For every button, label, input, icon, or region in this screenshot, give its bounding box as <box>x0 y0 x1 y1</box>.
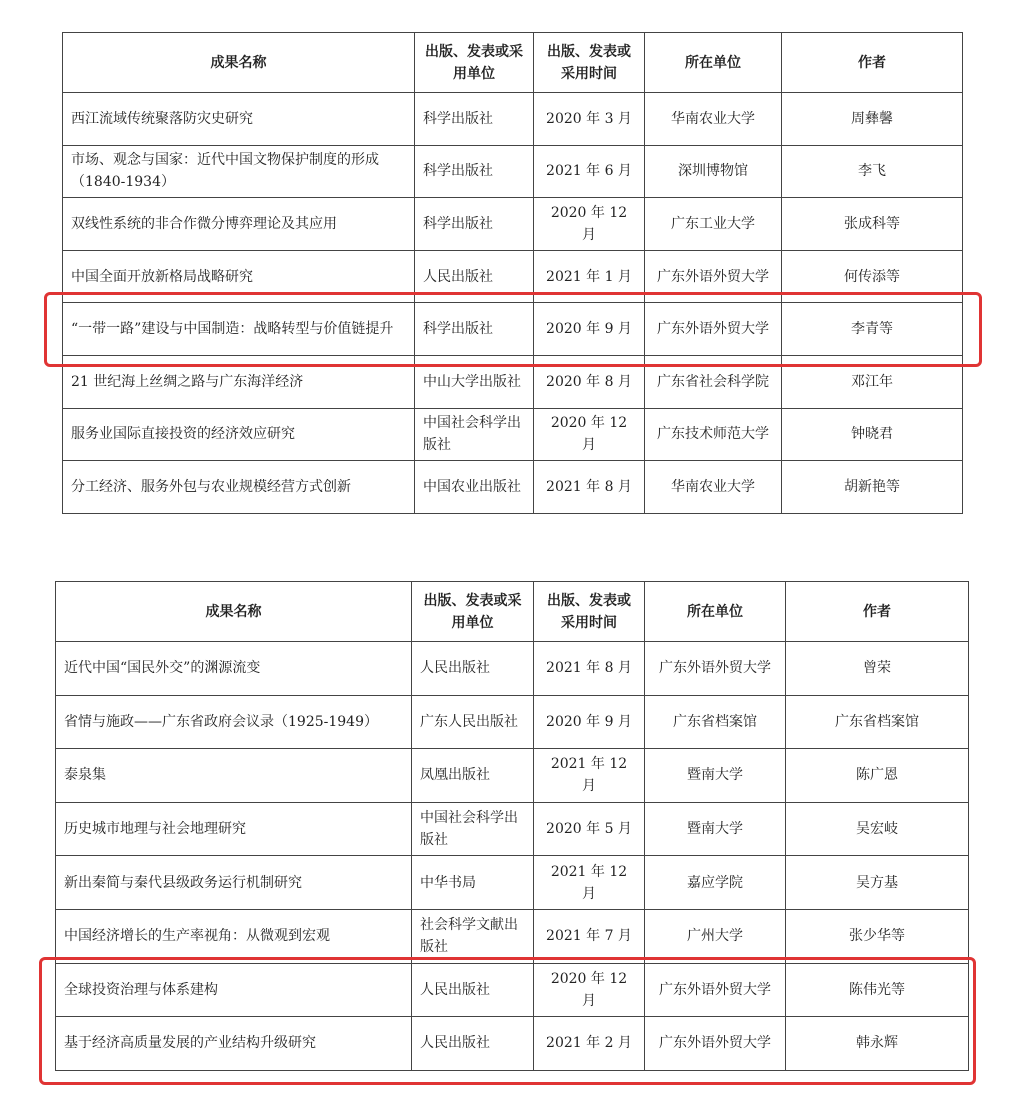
table-row <box>63 303 963 356</box>
cell-title: 全球投资治理与体系建构 <box>56 963 412 1017</box>
header-publisher: 出版、发表或采用单位 <box>415 33 534 93</box>
header-title: 成果名称 <box>63 33 415 93</box>
cell-unit: 华南农业大学 <box>645 93 782 146</box>
cell-publisher: 人民出版社 <box>415 250 534 303</box>
cell-title: 历史城市地理与社会地理研究 <box>56 802 412 856</box>
header-date: 出版、发表或采用时间 <box>534 33 645 93</box>
cell-date: 2021 年 1 月 <box>534 250 645 303</box>
cell-unit: 嘉应学院 <box>645 856 786 910</box>
cell-publisher: 凤凰出版社 <box>412 749 534 803</box>
cell-unit: 广东省档案馆 <box>645 695 786 749</box>
cell-title: 分工经济、服务外包与农业规模经营方式创新 <box>63 461 415 514</box>
cell-author: 邓江年 <box>782 355 963 408</box>
table-row <box>63 250 963 303</box>
cell-date: 2021 年 6 月 <box>534 145 645 198</box>
table-row <box>56 856 969 910</box>
table-row <box>63 93 963 146</box>
cell-publisher: 中国社会科学出版社 <box>415 408 534 461</box>
cell-unit: 广东技术师范大学 <box>645 408 782 461</box>
table-row <box>56 802 969 856</box>
cell-author: 陈广恩 <box>786 749 969 803</box>
table-row <box>56 642 969 696</box>
header-date: 出版、发表或采用时间 <box>534 582 645 642</box>
table-row <box>56 909 969 963</box>
cell-title: 中国经济增长的生产率视角：从微观到宏观 <box>56 909 412 963</box>
cell-unit: 广东外语外贸大学 <box>645 250 782 303</box>
header-author: 作者 <box>782 33 963 93</box>
cell-title: 市场、观念与国家：近代中国文物保护制度的形成（1840-1934） <box>63 145 415 198</box>
cell-author: 胡新艳等 <box>782 461 963 514</box>
cell-author: 吴方基 <box>786 856 969 910</box>
cell-author: 曾荣 <box>786 642 969 696</box>
cell-publisher: 中国社会科学出版社 <box>412 802 534 856</box>
results-table-1 <box>62 32 963 514</box>
cell-date: 2020 年 9 月 <box>534 303 645 356</box>
table-row <box>56 1017 969 1071</box>
cell-unit: 广东外语外贸大学 <box>645 642 786 696</box>
cell-publisher: 科学出版社 <box>415 198 534 251</box>
cell-author: 吴宏岐 <box>786 802 969 856</box>
cell-author: 钟晓君 <box>782 408 963 461</box>
cell-date: 2021 年 2 月 <box>534 1017 645 1071</box>
cell-publisher: 人民出版社 <box>412 642 534 696</box>
cell-unit: 广东工业大学 <box>645 198 782 251</box>
cell-date: 2021 年 8 月 <box>534 461 645 514</box>
cell-title: 省情与施政——广东省政府会议录（1925-1949） <box>56 695 412 749</box>
cell-publisher: 中国农业出版社 <box>415 461 534 514</box>
cell-unit: 广东外语外贸大学 <box>645 303 782 356</box>
table-row <box>63 461 963 514</box>
table-row <box>63 408 963 461</box>
cell-publisher: 社会科学文献出版社 <box>412 909 534 963</box>
cell-publisher: 中山大学出版社 <box>415 355 534 408</box>
cell-publisher: 科学出版社 <box>415 303 534 356</box>
cell-publisher: 科学出版社 <box>415 145 534 198</box>
cell-publisher: 人民出版社 <box>412 1017 534 1071</box>
cell-title: 西江流域传统聚落防灾史研究 <box>63 93 415 146</box>
cell-date: 2021 年 8 月 <box>534 642 645 696</box>
cell-title: 中国全面开放新格局战略研究 <box>63 250 415 303</box>
cell-title: 服务业国际直接投资的经济效应研究 <box>63 408 415 461</box>
cell-date: 2020 年 9 月 <box>534 695 645 749</box>
table-row <box>56 695 969 749</box>
cell-author: 韩永辉 <box>786 1017 969 1071</box>
cell-date: 2020 年 5 月 <box>534 802 645 856</box>
cell-title: 泰泉集 <box>56 749 412 803</box>
table-row <box>63 355 963 408</box>
header-publisher: 出版、发表或采用单位 <box>412 582 534 642</box>
cell-title: “一带一路”建设与中国制造：战略转型与价值链提升 <box>63 303 415 356</box>
cell-title: 新出秦简与秦代县级政务运行机制研究 <box>56 856 412 910</box>
cell-date: 2021 年 12 月 <box>534 749 645 803</box>
cell-author: 李飞 <box>782 145 963 198</box>
cell-title: 双线性系统的非合作微分博弈理论及其应用 <box>63 198 415 251</box>
cell-author: 张少华等 <box>786 909 969 963</box>
table-row <box>56 963 969 1017</box>
cell-unit: 华南农业大学 <box>645 461 782 514</box>
header-unit: 所在单位 <box>645 582 786 642</box>
cell-author: 李青等 <box>782 303 963 356</box>
cell-unit: 广东省社会科学院 <box>645 355 782 408</box>
cell-unit: 广东外语外贸大学 <box>645 1017 786 1071</box>
cell-date: 2020 年 3 月 <box>534 93 645 146</box>
table-row <box>63 145 963 198</box>
table-row <box>63 198 963 251</box>
cell-unit: 暨南大学 <box>645 802 786 856</box>
cell-title: 基于经济高质量发展的产业结构升级研究 <box>56 1017 412 1071</box>
cell-author: 何传添等 <box>782 250 963 303</box>
cell-date: 2020 年 12 月 <box>534 963 645 1017</box>
table-header-row <box>63 33 963 93</box>
cell-date: 2021 年 7 月 <box>534 909 645 963</box>
cell-author: 陈伟光等 <box>786 963 969 1017</box>
cell-date: 2020 年 12 月 <box>534 408 645 461</box>
cell-date: 2020 年 8 月 <box>534 355 645 408</box>
cell-title: 21 世纪海上丝绸之路与广东海洋经济 <box>63 355 415 408</box>
header-unit: 所在单位 <box>645 33 782 93</box>
header-title: 成果名称 <box>56 582 412 642</box>
cell-title: 近代中国“国民外交”的渊源流变 <box>56 642 412 696</box>
table-header-row <box>56 582 969 642</box>
cell-date: 2020 年 12 月 <box>534 198 645 251</box>
cell-author: 广东省档案馆 <box>786 695 969 749</box>
cell-date: 2021 年 12 月 <box>534 856 645 910</box>
table-row <box>56 749 969 803</box>
cell-publisher: 广东人民出版社 <box>412 695 534 749</box>
cell-publisher: 科学出版社 <box>415 93 534 146</box>
cell-unit: 暨南大学 <box>645 749 786 803</box>
cell-publisher: 中华书局 <box>412 856 534 910</box>
cell-author: 张成科等 <box>782 198 963 251</box>
results-table-2 <box>55 581 969 1071</box>
cell-unit: 广东外语外贸大学 <box>645 963 786 1017</box>
cell-unit: 广州大学 <box>645 909 786 963</box>
cell-publisher: 人民出版社 <box>412 963 534 1017</box>
cell-author: 周彝馨 <box>782 93 963 146</box>
header-author: 作者 <box>786 582 969 642</box>
cell-unit: 深圳博物馆 <box>645 145 782 198</box>
